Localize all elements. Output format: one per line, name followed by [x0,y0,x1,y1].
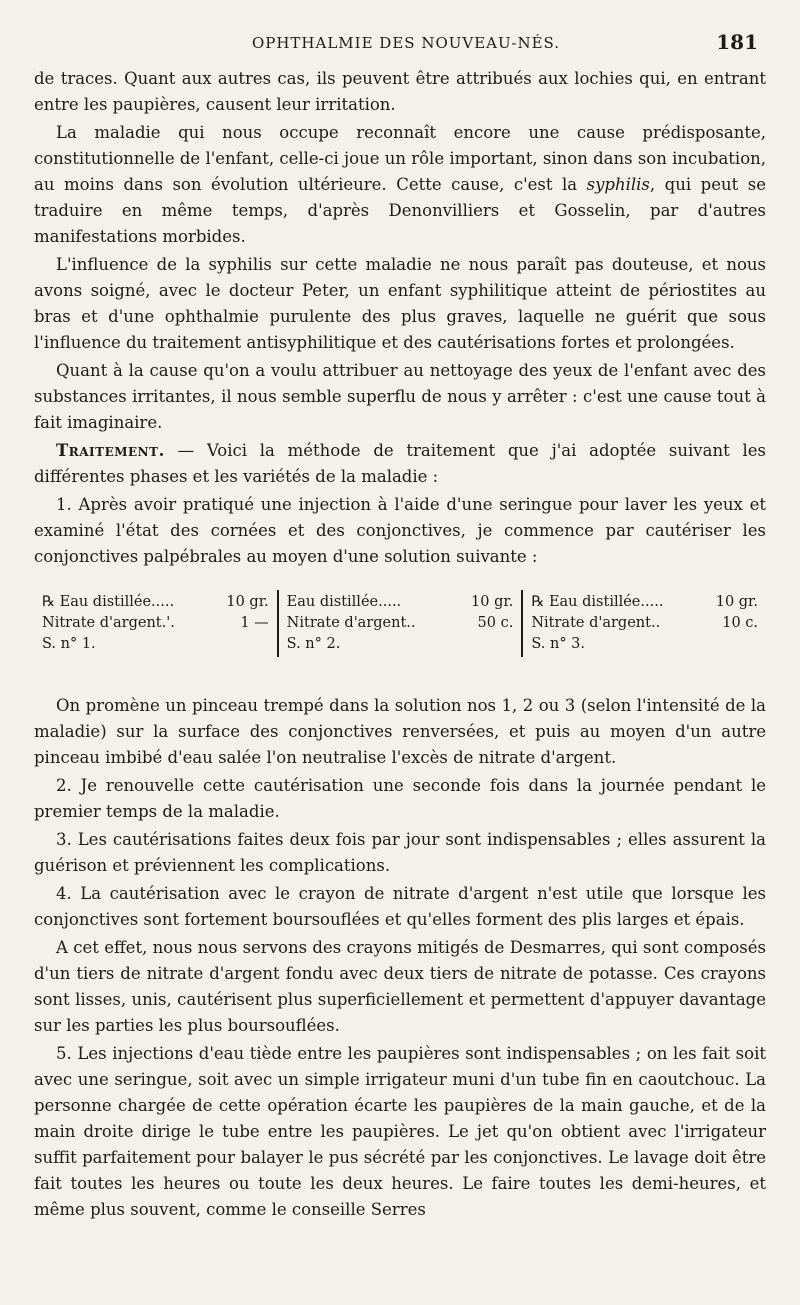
paragraph: A cet effet, nous nous servons des crayons mitigés de Desmarres, qui sont composés d'un tiers de nitrate d'argent fondu avec deux tiers de nitrate de potasse. Ces crayons sont lisses, unis, cautérisent plus superficiellement et permettent d'appuyer davantage sur les parties les plus boursouflées. [34,938,766,1035]
formula-quantity: 50 c. [477,615,514,631]
formula-quantity: 10 c. [722,615,759,631]
paragraph: L'influence de la syphilis sur cette maladie ne nous paraît pas douteuse, et nous avons soigné, avec le docteur Peter, un enfant syphilitique atteint de périostites au bras et d'une ophthalmie purulente des plus graves, laquelle ne guérit que sous l'influence du traitement antisyphilitique et des cautérisations fortes et prolongées. [34,255,766,352]
paragraph-traitement [34,438,766,490]
formula-row [287,613,514,634]
formula-quantity: 10 gr. [715,594,759,610]
formula-label: S. n° 2. [286,636,341,652]
formula-ingredient: Nitrate d'argent.. [286,615,416,631]
paragraph: de traces. Quant aux autres cas, ils peuvent être attribués aux lochies qui, en entrant entre les paupières, causent leur irritation. [34,69,766,114]
formula-quantity: 10 gr. [226,594,269,610]
formula-row [42,613,269,634]
formula-ingredient: Nitrate d'argent.'. [42,615,175,631]
formula-ingredient: Eau distillée..... [286,594,402,610]
formula-solution-1 [34,590,277,657]
emphasis-syphilis: syphilis [586,175,650,194]
paragraph: On promène un pinceau trempé dans la solution nos 1, 2 ou 3 (selon l'intensité de la maladie) sur la surface des conjonctives renversées, et puis au moyen d'un autre pinceau imbibé d'eau salée l'on neutralise l'excès de nitrate d'argent. [34,696,766,767]
formula-row [287,592,514,613]
page-body [34,66,766,1223]
paragraph: 2. Je renouvelle cette cautérisation une seconde fois dans la journée pendant le premier temps de la maladie. [34,776,766,821]
paragraph-text: , qui peut se traduire en même temps, d'après Denonvilliers et Gosselin, par d'autres manifestations morbides. [34,175,766,246]
formula-quantity: 10 gr. [471,594,514,610]
page-number: 181 [716,30,758,54]
formula-ingredient: ℞ Eau distillée..... [531,594,664,610]
section-heading: Traitement. [56,441,165,460]
formula-label: S. n° 1. [42,636,96,652]
formula-row [531,592,758,613]
formula-solution-3 [521,590,766,657]
paragraph: 4. La cautérisation avec le crayon de nitrate d'argent n'est utile que lorsque les conjonctives sont fortement boursouflées et qu'elles forment des plis larges et épais. [34,884,766,929]
paragraph: Quant à la cause qu'on a voulu attribuer au nettoyage des yeux de l'enfant avec des substances irritantes, il nous semble superflu de nous y arrêter : c'est une cause tout à fait imaginaire. [34,361,766,432]
paragraph [34,120,766,250]
formula-solution-2 [277,590,522,657]
paragraph: 5. Les injections d'eau tiède entre les paupières sont indispensables ; on les fait soit avec une seringue, soit avec un simple irrigateur muni d'un tube fin en caoutchouc. La personne chargée de cette opération écarte les paupières de la main gauche, et de la main droite dirige le tube entre les paupières. Le jet qu'on obtient avec l'irrigateur suffit parfaitement pour balayer le pus sécrété par les conjonctives. Le lavage doit être fait toutes les heures ou toute les deux heures. Le faire toutes les demi-heures, et même plus souvent, comme le conseille Serres [34,1044,766,1219]
formula-label: S. n° 3. [531,636,586,652]
formula-quantity: 1 — [240,615,269,631]
page-header [48,30,764,60]
prescription-table [34,590,766,657]
paragraph-text: — Voici la méthode de traitement que j'ai adoptée suivant les différentes phases et les variétés de la maladie : [34,441,766,486]
paragraph: 3. Les cautérisations faites deux fois par jour sont indispensables ; elles assurent la guérison et préviennent les complications. [34,830,766,875]
formula-row [42,592,269,613]
paragraph-text: La maladie qui nous occupe reconnaît encore une cause prédisposante, constitutionnelle de l'enfant, celle-ci joue un rôle important, sinon dans son incubation, au moins dans son évolution ultérieure. Cette cause, c'est la [34,123,766,194]
formula-ingredient: Nitrate d'argent.. [531,615,661,631]
running-title: OPHTHALMIE DES NOUVEAU-NÉS. [251,34,561,52]
formula-ingredient: ℞ Eau distillée..... [42,594,175,610]
paragraph: 1. Après avoir pratiqué une injection à l'aide d'une seringue pour laver les yeux et examiné l'état des cornées et des conjonctives, je commence par cautériser les conjonctives palpébrales au moyen d'une solution suivante : [34,495,766,566]
formula-row [531,613,758,634]
